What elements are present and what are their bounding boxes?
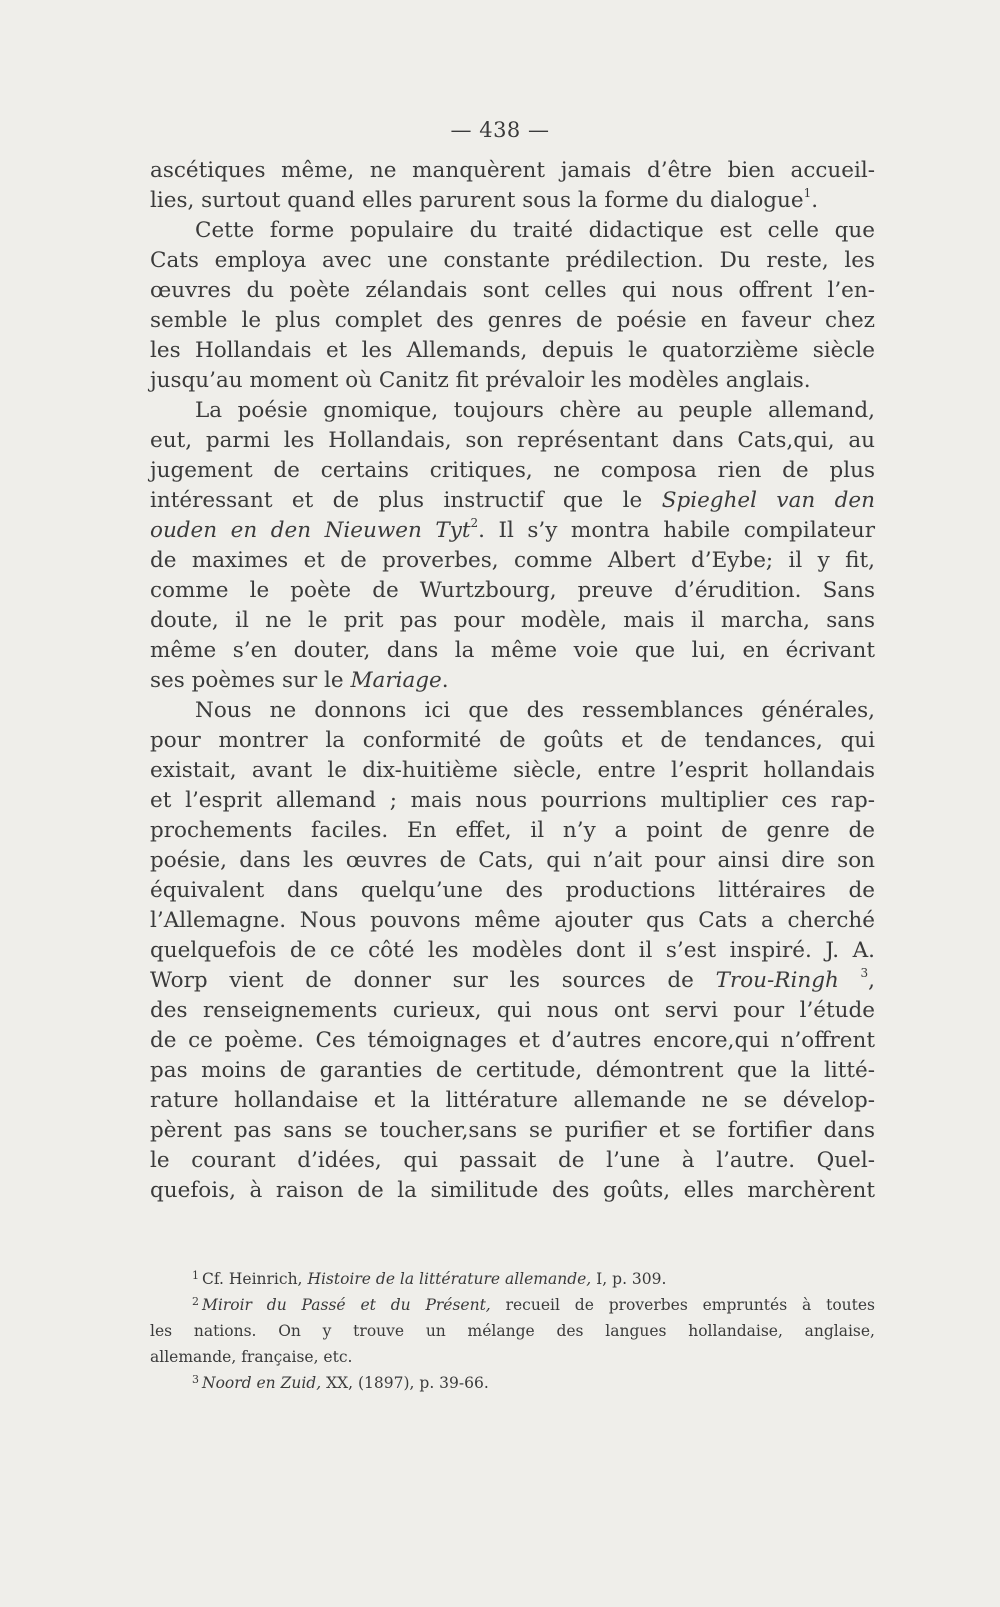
- text-line: Cette forme populaire du traité didactique est celle que: [195, 218, 875, 243]
- text-line: de ce poème. Ces témoignages et d’autres encore,qui n’offrent: [150, 1028, 875, 1053]
- footnote-2: $^2$ Miroir du Passé et du Présent, recueil de proverbes empruntés à toutes: [192, 1295, 875, 1314]
- footnote-ref-2: 2: [470, 515, 479, 530]
- text-line: ascétiques même, ne manquèrent jamais d’être bien accueil-: [150, 158, 875, 183]
- text-line: doute, il ne le prit pas pour modèle, mais il marcha, sans: [150, 608, 875, 633]
- text-line: ouden en den Nieuwen Tyt$^2$. Il s’y montra habile compilateur: [150, 515, 875, 543]
- text-line: pour montrer la conformité de goûts et de tendances, qui: [150, 728, 875, 753]
- text-line: Worp vient de donner sur les sources de Trou-Ringh $^3$,: [150, 965, 876, 993]
- text-line: intéressant et de plus instructif que le Spieghel van den: [150, 488, 875, 513]
- text-line: de maximes et de proverbes, comme Albert d’Eybe; il y fit,: [150, 548, 875, 573]
- text-line: jugement de certains critiques, ne composa rien de plus: [150, 458, 875, 483]
- text-line: rature hollandaise et la littérature allemande ne se dévelop-: [150, 1088, 875, 1113]
- footnote-1: $^1$ Cf. Heinrich, Histoire de la littérature allemande, I, p. 309.: [192, 1269, 667, 1288]
- text-line: eut, parmi les Hollandais, son représentant dans Cats,qui, au: [150, 428, 875, 453]
- footnotes: [150, 1266, 875, 1396]
- text-line: des renseignements curieux, qui nous ont servi pour l’étude: [150, 998, 875, 1023]
- text-line: équivalent dans quelqu’une des productions littéraires de: [150, 878, 875, 903]
- text-line: lies, surtout quand elles parurent sous la forme du dialogue$^1$.: [150, 185, 819, 213]
- footnote-3: $^3$ Noord en Zuid, XX, (1897), p. 39-66.: [192, 1373, 489, 1392]
- text-line: Nous ne donnons ici que des ressemblances générales,: [195, 698, 875, 723]
- text-line: existait, avant le dix-huitième siècle, entre l’esprit hollandais: [150, 758, 875, 783]
- text-line: le courant d’idées, qui passait de l’une à l’autre. Quel-: [150, 1148, 875, 1173]
- text-line: Cats employa avec une constante prédilection. Du reste, les: [150, 248, 875, 273]
- text-line: pas moins de garanties de certitude, démontrent que la litté-: [150, 1058, 875, 1083]
- footnote-ref-1: 1: [803, 185, 812, 200]
- text-line: jusqu’au moment où Canitz fit prévaloir les modèles anglais.: [150, 368, 811, 393]
- text-line: les Hollandais et les Allemands, depuis le quatorzième siècle: [150, 338, 875, 363]
- text-line: pèrent pas sans se toucher,sans se purifier et se fortifier dans: [150, 1118, 875, 1143]
- text-line: La poésie gnomique, toujours chère au peuple allemand,: [195, 398, 875, 423]
- text-line: et l’esprit allemand ; mais nous pourrions multiplier ces rap-: [150, 788, 875, 813]
- text-line: ses poèmes sur le Mariage.: [150, 668, 449, 693]
- text-line: poésie, dans les œuvres de Cats, qui n’ait pour ainsi dire son: [150, 848, 875, 873]
- text-line: comme le poète de Wurtzbourg, preuve d’érudition. Sans: [150, 578, 875, 603]
- text-line: œuvres du poète zélandais sont celles qui nous offrent l’en-: [150, 278, 875, 303]
- text-line: semble le plus complet des genres de poésie en faveur chez: [150, 308, 875, 333]
- text-line: quelquefois de ce côté les modèles dont il s’est inspiré. J. A.: [150, 938, 875, 963]
- text-line: l’Allemagne. Nous pouvons même ajouter qus Cats a cherché: [150, 908, 875, 933]
- footnote-ref-3: 3: [860, 965, 869, 980]
- text-line: prochements faciles. En effet, il n’y a point de genre de: [150, 818, 875, 843]
- page-number: — 438 —: [450, 118, 550, 142]
- text-line: quefois, à raison de la similitude des goûts, elles marchèrent: [150, 1178, 875, 1203]
- footnote-2-line: allemande, française, etc.: [150, 1348, 353, 1366]
- text-line: même s’en douter, dans la même voie que lui, en écrivant: [150, 638, 875, 663]
- footnote-2-line: les nations. On y trouve un mélange des langues hollandaise, anglaise,: [150, 1322, 875, 1340]
- body-text: [150, 156, 875, 1206]
